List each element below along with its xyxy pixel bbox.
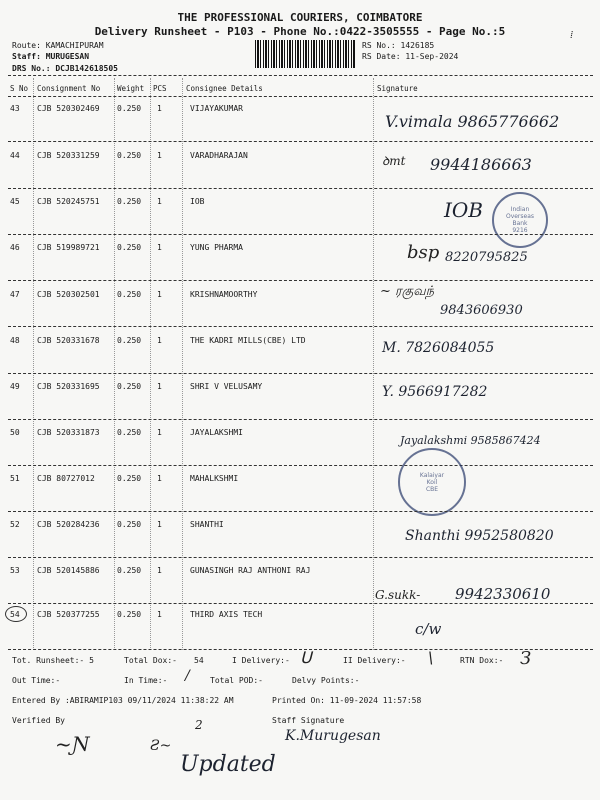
col-divider [182, 78, 183, 650]
header-rule-top [8, 75, 593, 76]
row-consignment: CJB 520284236 [37, 520, 100, 529]
initial-scribble: ꝺmt [382, 154, 406, 168]
row-consignee: JAYALAKSHMI [190, 428, 243, 437]
row-pcs: 1 [157, 520, 162, 529]
row-weight: 0.250 [117, 520, 142, 529]
in-time: In Time:- [124, 676, 168, 685]
row-consignee: GUNASINGH RAJ ANTHONI RAJ [190, 566, 311, 575]
row-consignee: VIJAYAKUMAR [190, 104, 243, 113]
row-consignment: CJB 520331678 [37, 336, 100, 345]
row-weight: 0.250 [117, 474, 142, 483]
row-consignment: CJB 520377255 [37, 610, 100, 619]
col-consignee: Consignee Details [186, 84, 263, 93]
rs-date: RS Date: 11-Sep-2024 [362, 52, 459, 61]
company-title: THE PROFESSIONAL COURIERS, COIMBATORE [177, 11, 423, 24]
bank-stamp: Indian Overseas Bank 9216 [492, 192, 548, 248]
row-weight: 0.250 [117, 566, 142, 575]
row-sno: 52 [10, 520, 20, 529]
col-divider [150, 78, 151, 650]
row-consignment: CJB 520331695 [37, 382, 100, 391]
row-rule [8, 280, 593, 281]
total-pod: Total POD:- [210, 676, 263, 685]
row-weight: 0.250 [117, 243, 142, 252]
row-rule [8, 326, 593, 327]
row-sno: 51 [10, 474, 20, 483]
row-sno: 43 [10, 104, 20, 113]
route-label: Route: KAMACHIPURAM [12, 41, 104, 50]
row-pcs: 1 [157, 566, 162, 575]
row-weight: 0.250 [117, 336, 142, 345]
row-rule [8, 234, 593, 235]
i-delivery: I Delivery:- [232, 656, 290, 665]
total-dox-value: 54 [194, 656, 204, 665]
row-weight: 0.250 [117, 610, 142, 619]
initial-scribble: bsp [407, 242, 440, 263]
row-weight: 0.250 [117, 382, 142, 391]
staff-handwritten-signature: K.Murugesan [285, 728, 381, 744]
row-signature: 9944186663 [430, 155, 532, 174]
row-consignee: KRISHNAMOORTHY [190, 290, 258, 299]
row-weight: 0.250 [117, 104, 142, 113]
header-rule-bottom [8, 96, 593, 97]
row-pcs: 1 [157, 197, 162, 206]
runsheet-subtitle: Delivery Runsheet - P103 - Phone No.:0422-3505555 - Page No.:5 [94, 25, 506, 38]
note-number: 2 [195, 718, 203, 732]
verified-by: Verified By [12, 716, 65, 725]
row-signature: Shanthi 9952580820 [405, 528, 554, 544]
entered-by: Entered By :ABIRAMIP103 09/11/2024 11:38:22 AM [12, 696, 234, 705]
row-pcs: 1 [157, 151, 162, 160]
row-weight: 0.250 [117, 428, 142, 437]
row-rule [8, 511, 593, 512]
row-consignee: VARADHARAJAN [190, 151, 248, 160]
row-signature: c/w [415, 620, 442, 638]
row-signature: Jayalakshmi 9585867424 [400, 434, 541, 447]
row-signature: 9843606930 [440, 303, 523, 318]
row-rule [8, 188, 593, 189]
total-dox: Total Dox:- [124, 656, 177, 665]
row-sno: 54 [10, 610, 20, 619]
row-consignment: CJB 519989721 [37, 243, 100, 252]
row-sno: 46 [10, 243, 20, 252]
delivery-scribble: \ [428, 648, 434, 667]
tamil-scribble: ~ ரகுவந் [380, 284, 434, 299]
row-sno: 49 [10, 382, 20, 391]
out-time: Out Time:- [12, 676, 61, 685]
row-rule [8, 557, 593, 558]
row-consignee: SHANTHI [190, 520, 224, 529]
row-pcs: 1 [157, 474, 162, 483]
row-rule [8, 141, 593, 142]
drs-number: DRS No.: DCJB142618505 [12, 64, 118, 73]
corner-mark: ⁞ [570, 30, 574, 41]
rtn-scribble: З [520, 648, 532, 669]
row-signature: IOB [444, 198, 483, 222]
col-divider [373, 78, 374, 650]
row-consignment: CJB 520331259 [37, 151, 100, 160]
row-consignment: CJB 520245751 [37, 197, 100, 206]
row-consignment: CJB 520302469 [37, 104, 100, 113]
tot-runsheet: Tot. Runsheet:- 5 [12, 656, 94, 665]
row-weight: 0.250 [117, 151, 142, 160]
row-sno: 47 [10, 290, 20, 299]
staff-signature-label: Staff Signature [272, 716, 345, 725]
row-sno: 53 [10, 566, 20, 575]
col-pcs: PCS [153, 84, 167, 93]
row-signature: 8220795825 [445, 250, 528, 265]
row-signature: M. 7826084055 [382, 340, 495, 356]
row-pcs: 1 [157, 336, 162, 345]
rtn-dox: RTN Dox:- [460, 656, 504, 665]
col-signature: Signature [377, 84, 418, 93]
row-consignee: MAHALKSHMI [190, 474, 239, 483]
row-pcs: 1 [157, 610, 162, 619]
row-consignee: SHRI V VELUSAMY [190, 382, 263, 391]
row-rule [8, 419, 593, 420]
row-signature: 9942330610 [455, 585, 551, 603]
col-divider [33, 78, 34, 650]
row-consignment: CJB 520302501 [37, 290, 100, 299]
verifier-initials: Ꙅ~ [150, 738, 172, 754]
row-sno: 50 [10, 428, 20, 437]
row-sno: 48 [10, 336, 20, 345]
staff-label: Staff: MURUGESAN [12, 52, 90, 61]
row-pcs: 1 [157, 428, 162, 437]
row-pcs: 1 [157, 104, 162, 113]
delvy-points: Delvy Points:- [292, 676, 360, 685]
row-consignment: CJB 80727012 [37, 474, 95, 483]
row-consignment: CJB 520331873 [37, 428, 100, 437]
col-divider [114, 78, 115, 650]
row-weight: 0.250 [117, 290, 142, 299]
barcode [255, 40, 355, 68]
row-consignee: THIRD AXIS TECH [190, 610, 263, 619]
row-pcs: 1 [157, 243, 162, 252]
row-sno: 45 [10, 197, 20, 206]
ii-delivery: II Delivery:- [343, 656, 406, 665]
row-rule [8, 603, 593, 604]
row-rule [8, 373, 593, 374]
row-signature: Y. 9566917282 [382, 384, 488, 400]
row-weight: 0.250 [117, 197, 142, 206]
row-consignee: THE KADRI MILLS(CBE) LTD [190, 336, 306, 345]
row-pcs: 1 [157, 290, 162, 299]
col-consignment: Consignment No [37, 84, 101, 93]
initial-scribble: G.sukk- [375, 588, 421, 602]
row-consignee: YUNG PHARMA [190, 243, 243, 252]
row-signature: V.vimala 9865776662 [385, 112, 560, 131]
row-pcs: 1 [157, 382, 162, 391]
row-consignee: IOB [190, 197, 205, 206]
delivery-scribble: ᑌ [300, 648, 312, 667]
row-rule [8, 465, 593, 466]
col-weight: Weight [117, 84, 145, 93]
row-sno: 44 [10, 151, 20, 160]
printed-on: Printed On: 11-09-2024 11:57:58 [272, 696, 422, 705]
time-scribble: / [185, 668, 190, 684]
verifier-signature: ~Ɲ [55, 732, 90, 756]
rs-number: RS No.: 1426185 [362, 41, 435, 50]
updated-note: Updated [180, 752, 276, 777]
company-stamp: Kalaiyar Koil CBE [398, 448, 466, 516]
col-sno: S No [10, 84, 29, 93]
row-consignment: CJB 520145886 [37, 566, 100, 575]
